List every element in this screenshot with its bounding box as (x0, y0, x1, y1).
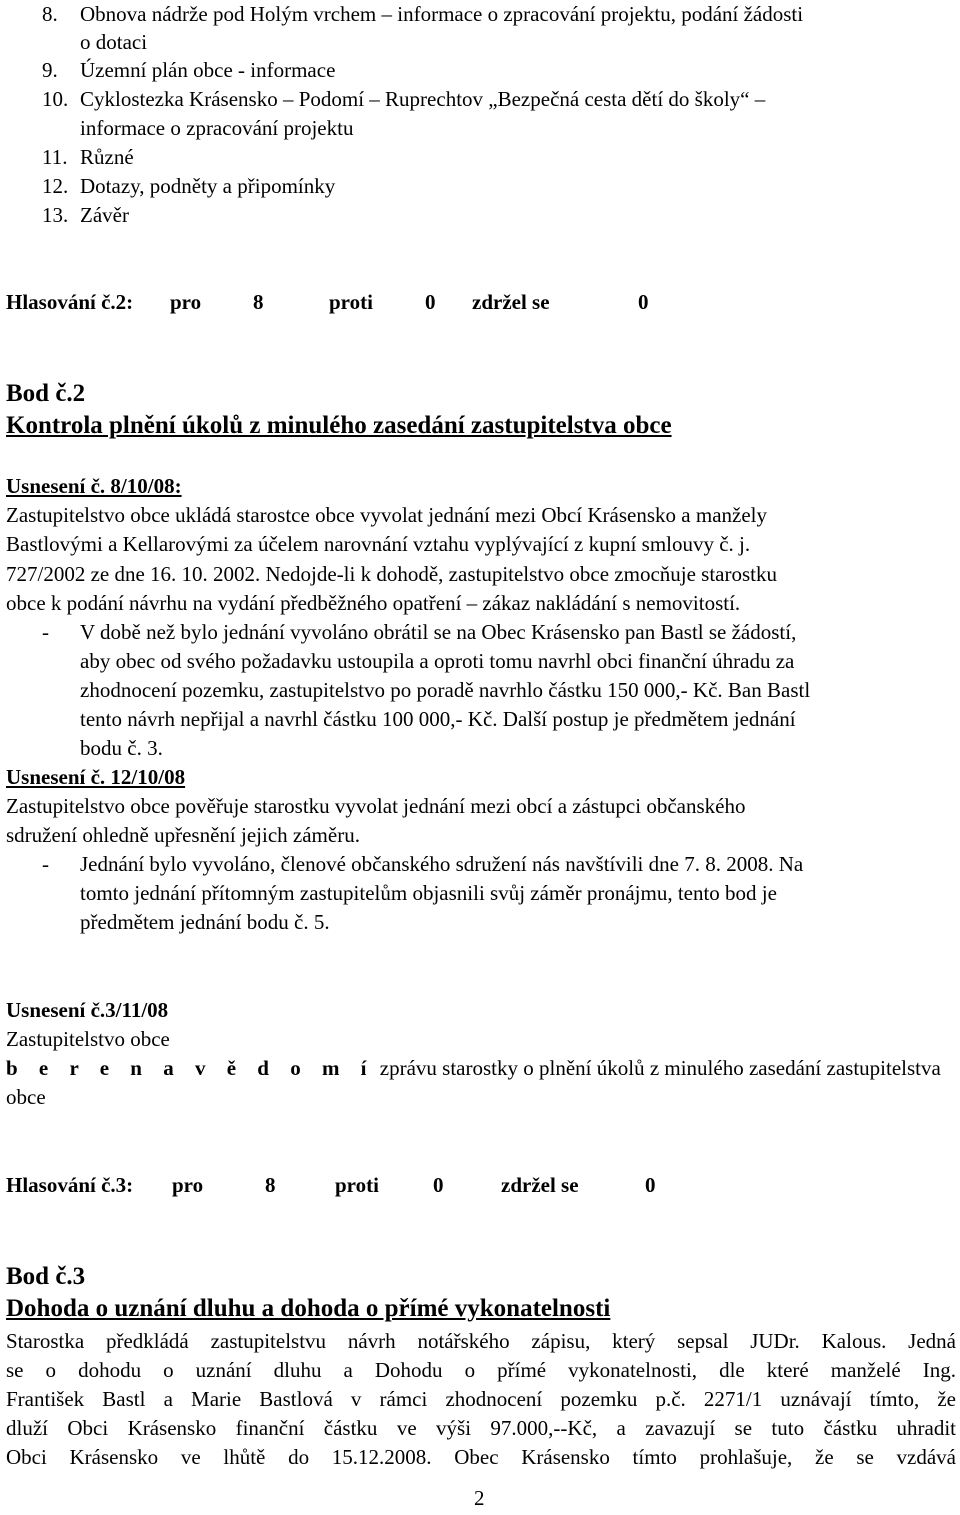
resolution-verb: b e r e n a v ě d o m í (6, 1056, 375, 1080)
vote-pro-label: pro (170, 290, 202, 314)
vote-abstain-label: zdržel se (472, 290, 550, 314)
agenda-number: 12. (42, 174, 69, 198)
paragraph-line: František Bastl a Marie Bastlová v rámci zhodnocení pozemku p.č. 2271/1 uznávají tímto, že (6, 1387, 956, 1411)
vote-pro-label: pro (172, 1173, 204, 1197)
agenda-item-text: Cyklostezka Krásensko – Podomí – Ruprechtov „Bezpečná cesta dětí do školy“ – (80, 87, 766, 111)
paragraph-line: 727/2002 ze dne 16. 10. 2002. Nedojde-li k dohodě, zastupitelstvo obce zmocňuje starostku (6, 562, 778, 586)
section-heading: Bod č.3 (6, 1263, 86, 1290)
vote-label: Hlasování č.3: (6, 1173, 134, 1197)
agenda-item-text: Různé (80, 145, 134, 169)
bullet-dash: - (42, 620, 49, 644)
bullet-line: tomto jednání přítomným zastupitelům objasnili svůj záměr pronájmu, tento bod je (80, 881, 777, 905)
vote-proti-count: 0 (433, 1173, 444, 1197)
resolution-subject: Zastupitelstvo obce (6, 1027, 170, 1051)
agenda-item-text: o dotaci (80, 30, 148, 54)
vote-abstain-count: 0 (645, 1173, 656, 1197)
agenda-item-text: Dotazy, podněty a připomínky (80, 174, 336, 198)
bullet-dash: - (42, 852, 49, 876)
section-title: Kontrola plnění úkolů z minulého zasedání zastupitelstva obce (6, 412, 672, 439)
vote-abstain-label: zdržel se (501, 1173, 579, 1197)
bullet-line: tento návrh nepřijal a navrhl částku 100 000,- Kč. Další postup je předmětem jednání (80, 707, 796, 731)
section-title: Dohoda o uznání dluhu a dohoda o přímé vykonatelnosti (6, 1295, 611, 1322)
paragraph-line: se o dohodu o uznání dluhu a Dohodu o přímé vykonatelnosti, dle které manželé Ing. (6, 1358, 956, 1382)
agenda-number: 13. (42, 203, 69, 227)
paragraph-line: Starostka předkládá zastupitelstvu návrh notářského zápisu, který sepsal JUDr. Kalous. Jedná (6, 1329, 956, 1353)
vote-pro-count: 8 (253, 290, 264, 314)
agenda-item-text: Závěr (80, 203, 129, 227)
vote-abstain-count: 0 (638, 290, 649, 314)
resolution-text-tail: obce (6, 1085, 46, 1109)
vote-label: Hlasování č.2: (6, 290, 134, 314)
bullet-line: zhodnocení pozemku, zastupitelstvo po poradě navrhlo částku 150 000,- Kč. Ban Bastl (80, 678, 811, 702)
bullet-line: V době než bylo jednání vyvoláno obrátil se na Obec Krásensko pan Bastl se žádostí, (80, 620, 797, 644)
paragraph-line: Obci Krásensko ve lhůtě do 15.12.2008. Obec Krásensko tímto prohlašuje, že se vzdává (6, 1445, 956, 1469)
paragraph-line: dluží Obci Krásensko finanční částku ve výši 97.000,--Kč, a zavazují se tuto částku uhradit (6, 1416, 956, 1440)
paragraph-line: Zastupitelstvo obce pověřuje starostku vyvolat jednání mezi obcí a zástupci občanského (6, 794, 746, 818)
agenda-number: 11. (42, 145, 68, 169)
paragraph-line: Bastlovými a Kellarovými za účelem narovnání vztahu vyplývající z kupní smlouvy č. j. (6, 532, 751, 556)
vote-line-2 (0, 288, 960, 318)
resolution-label: Usnesení č. 12/10/08 (6, 765, 186, 789)
agenda-item-text: Obnova nádrže pod Holým vrchem – informace o zpracování projektu, podání žádosti (80, 2, 804, 26)
vote-proti-label: proti (335, 1173, 379, 1197)
vote-proti-label: proti (329, 290, 373, 314)
paragraph-line: sdružení ohledně upřesnění jejich záměru. (6, 823, 360, 847)
paragraph-line: Zastupitelstvo obce ukládá starostce obce vyvolat jednání mezi Obcí Krásensko a manžely (6, 503, 767, 527)
agenda-item-text: informace o zpracování projektu (80, 116, 354, 140)
resolution-text-line (6, 1054, 941, 1083)
bullet-line: aby obec od svého požadavku ustoupila a oproti tomu navrhl obci finanční úhradu za (80, 649, 795, 673)
bullet-line: předmětem jednání bodu č. 5. (80, 910, 330, 934)
bullet-line: bodu č. 3. (80, 736, 163, 760)
paragraph-line: obce k podání návrhu na vydání předběžného opatření – zákaz nakládání s nemovitostí. (6, 591, 741, 615)
agenda-number: 9. (42, 58, 58, 82)
resolution-label: Usnesení č.3/11/08 (6, 998, 169, 1022)
vote-pro-count: 8 (265, 1173, 276, 1197)
resolution-text: zprávu starostky o plnění úkolů z minulého zasedání zastupitelstva (379, 1056, 941, 1080)
agenda-number: 10. (42, 87, 69, 111)
bullet-line: Jednání bylo vyvoláno, členové občanského sdružení nás navštívili dne 7. 8. 2008. Na (80, 852, 804, 876)
agenda-item-text: Územní plán obce - informace (80, 58, 336, 82)
resolution-label: Usnesení č. 8/10/08: (6, 474, 182, 498)
vote-proti-count: 0 (425, 290, 436, 314)
page-number: 2 (474, 1486, 485, 1510)
agenda-number: 8. (42, 2, 58, 26)
section-heading: Bod č.2 (6, 380, 86, 407)
vote-line-3 (0, 1171, 960, 1201)
